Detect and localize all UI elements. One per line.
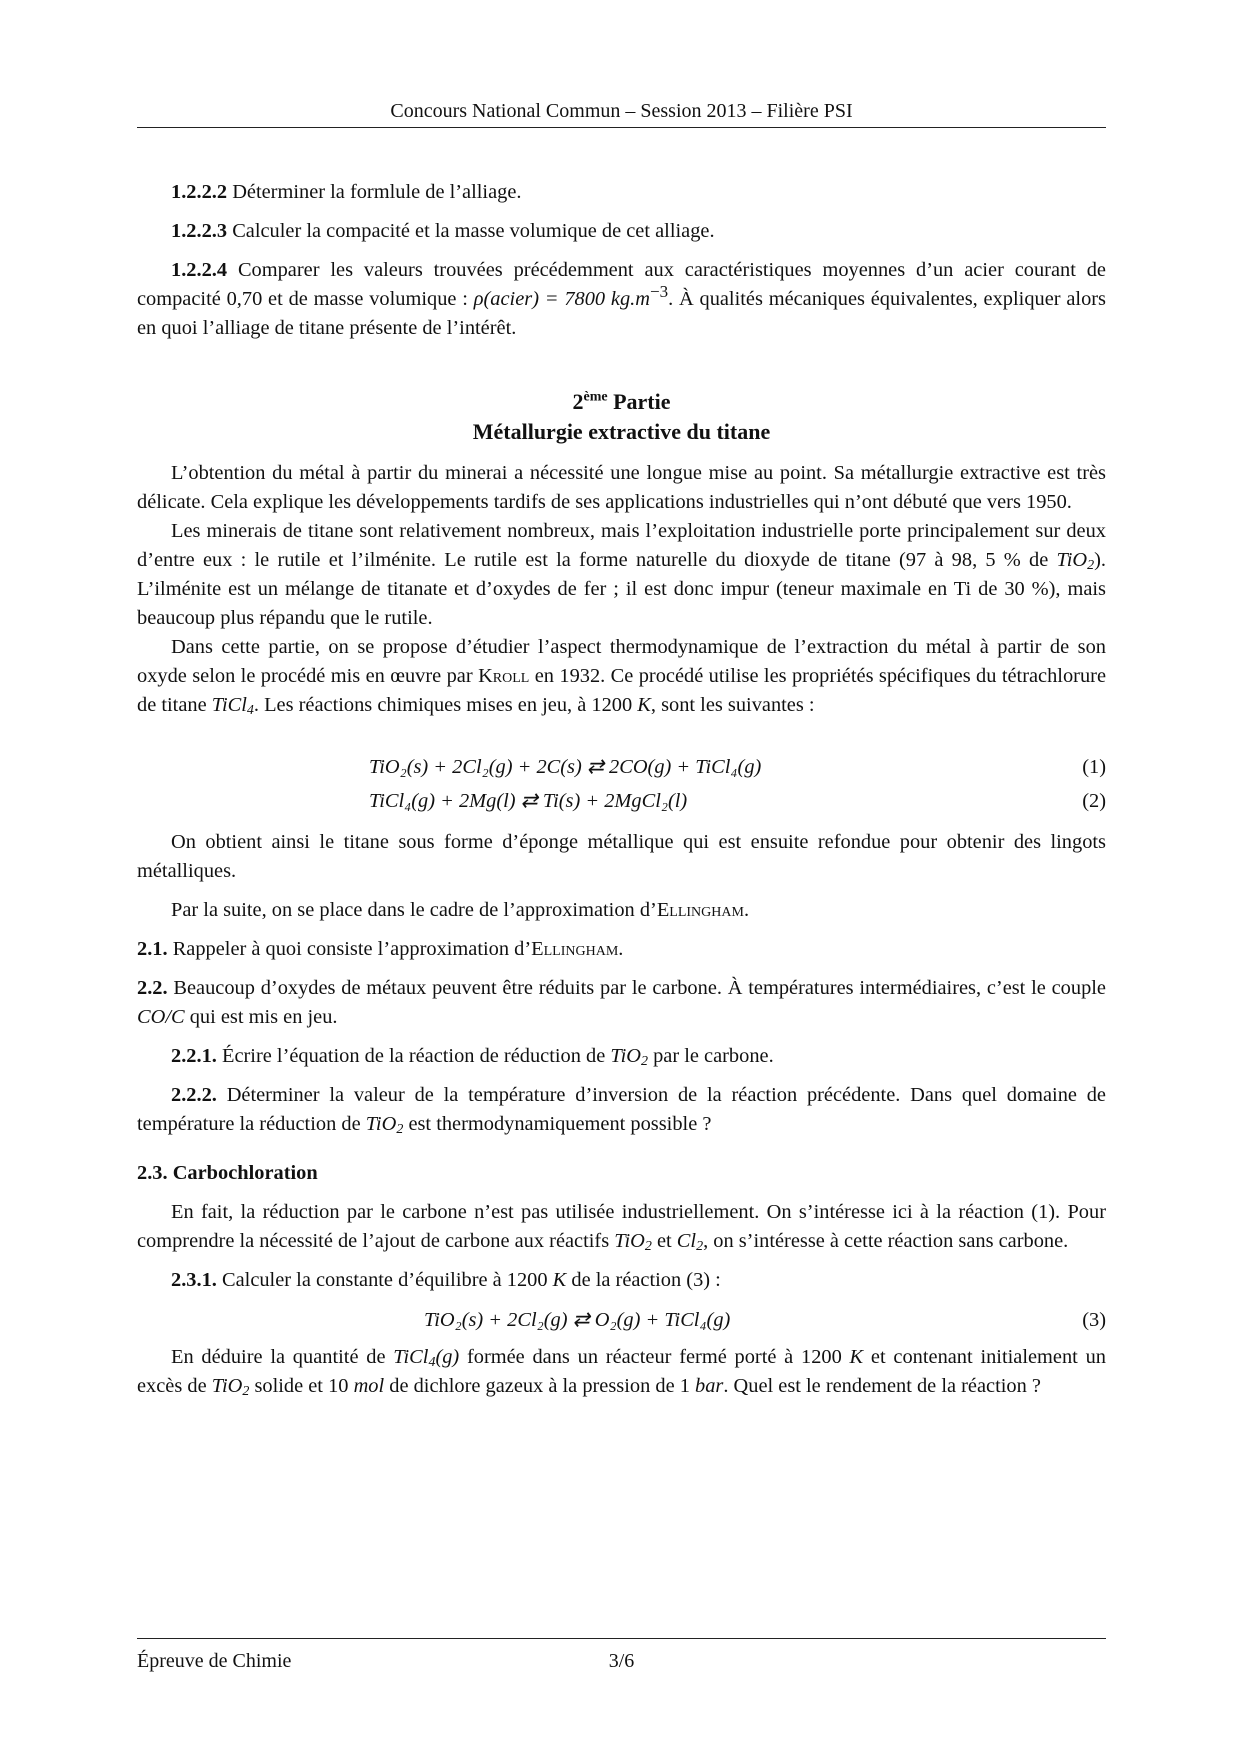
question-2-2-2: 2.2.2. Déterminer la valeur de la température d’inversion de la réaction précédente. Dans quel domaine de température la réduction de TiO$_2$ est thermodynamiquement possible ? (137, 1084, 1106, 1137)
equation-1 (137, 750, 1106, 784)
part-number: 2ème Partie (572, 389, 671, 414)
equation-2 (137, 784, 1106, 818)
equation-block-3 (137, 1303, 1106, 1337)
page-number: 3/6 (608, 1650, 635, 1672)
question-1-2-2-4 (137, 256, 1106, 343)
question-2-2-1: 2.2.1. Écrire l’équation de la réaction de réduction de TiO$_2$ par le carbone. (171, 1045, 774, 1069)
intro-paragraph-3: Dans cette partie, on se propose d’étudier l’aspect thermodynamique de l’extraction du métal à partir de son oxyde selon le procédé mis en œuvre par Kroll en 1932. Ce procédé utilise les propriétés spécifiques du tétrachlorure de titane TiCl$_4$. Les réactions chimiques mises en jeu, à 1200 K, sont les suivantes : (137, 636, 1106, 718)
equation-1-body: TiO₂(s) + 2Cl₂(g) + 2C(s) ⇄ 2CO(g) + TiCl₄(g) (369, 756, 762, 778)
footer-rule (137, 1638, 1106, 1639)
question-text: Déterminer la formlule de l’alliage. (232, 181, 522, 203)
question-text: Calculer la compacité et la masse volumique de cet alliage. (232, 220, 715, 242)
density-exponent: −3 (649, 282, 669, 302)
section-2-3-paragraph: En fait, la réduction par le carbone n’est pas utilisée industriellement. On s’intéresse ici à la réaction (1). Pour comprendre la nécessité de l’ajout de carbone aux réactifs TiO$_2$ et $Cl_2$, on s’intéresse à cette réaction sans carbone. (137, 1201, 1106, 1254)
footer-left: Épreuve de Chimie (137, 1650, 292, 1672)
question-2-1: 2.1. Rappeler à quoi consiste l’approximation d’Ellingham. (137, 938, 624, 960)
question-2-3-1: 2.3.1. Calculer la constante d’équilibre à 1200 K de la réaction (3) : (171, 1269, 721, 1291)
formula-tio2: TiO$_2$ (1056, 549, 1095, 573)
name-kroll: Kroll (478, 665, 530, 687)
question-number: 1.2.2.2 (171, 181, 228, 203)
question-number: 1.2.2.3 (171, 220, 228, 242)
question-1-2-2-2 (137, 178, 1106, 207)
question-1-2-2-3 (137, 217, 1106, 246)
paragraph-eponge: On obtient ainsi le titane sous forme d’éponge métallique qui est ensuite refondue pour obtenir des lingots métalliques. (137, 831, 1106, 882)
equation-2-body: TiCl₄(g) + 2Mg(l) ⇄ Ti(s) + 2MgCl₂(l) (369, 790, 688, 812)
density-formula: ρ(acier) = 7800 kg.m (473, 288, 650, 310)
equation-block (137, 750, 1106, 818)
part-title: Métallurgie extractive du titane (472, 419, 771, 444)
section-2-3-heading: 2.3. Carbochloration (137, 1162, 318, 1184)
equation-1-tag: (1) (1082, 756, 1106, 778)
paragraph-ellingham: Par la suite, on se place dans le cadre de l’approximation d’Ellingham. (171, 899, 750, 921)
equation-3-body: TiO₂(s) + 2Cl₂(g) ⇄ O₂(g) + TiCl₄(g) (424, 1309, 731, 1331)
equation-2-tag: (2) (1082, 790, 1106, 812)
equation-3-tag: (3) (1082, 1309, 1106, 1331)
formula-ticl4: TiCl$_4$ (211, 694, 254, 718)
equation-3 (137, 1303, 1106, 1337)
running-header: Concours National Commun – Session 2013 – Filière PSI (390, 100, 853, 122)
question-2-2: 2.2. Beaucoup d’oxydes de métaux peuvent être réduits par le carbone. À températures intermédiaires, c’est le couple CO/C qui est mis en jeu. (137, 977, 1106, 1028)
part-heading (137, 387, 1106, 447)
question-text: Comparer les valeurs trouvées précédemment aux caractéristiques moyennes d’un acier courant de compacité 0,70 et de masse volumique : (137, 259, 1106, 310)
header-rule (137, 127, 1106, 128)
question-text-end: . À qualités mécaniques équivalentes, expliquer alors en quoi l’alliage de titane présente de l’intérêt. (137, 288, 1106, 339)
page-body (137, 178, 1106, 1401)
question-number: 1.2.2.4 (171, 259, 228, 281)
intro-paragraph-2: Les minerais de titane sont relativement nombreux, mais l’exploitation industrielle porte principalement sur deux d’entre eux : le rutile et l’ilménite. Le rutile est la forme naturelle du dioxyde de titane (97 à 98, 5 % de TiO$_2$). L’ilménite est un mélange de titanate et d’oxydes de fer ; il est donc impur (teneur maximale en Ti de 30 %), mais beaucoup plus répandu que le rutile. (137, 520, 1106, 629)
final-paragraph: En déduire la quantité de TiCl$_4$(g) formée dans un réacteur fermé porté à 1200 K et contenant initialement un excès de TiO$_2$ solide et 10 mol de dichlore gazeux à la pression de 1 bar. Quel est le rendement de la réaction ? (137, 1346, 1106, 1399)
intro-paragraph-1: L’obtention du métal à partir du minerai a nécessité une longue mise au point. Sa métallurgie extractive est très délicate. Cela explique les développements tardifs de ses applications industrielles qui n’ont débuté que vers 1950. (137, 462, 1106, 513)
